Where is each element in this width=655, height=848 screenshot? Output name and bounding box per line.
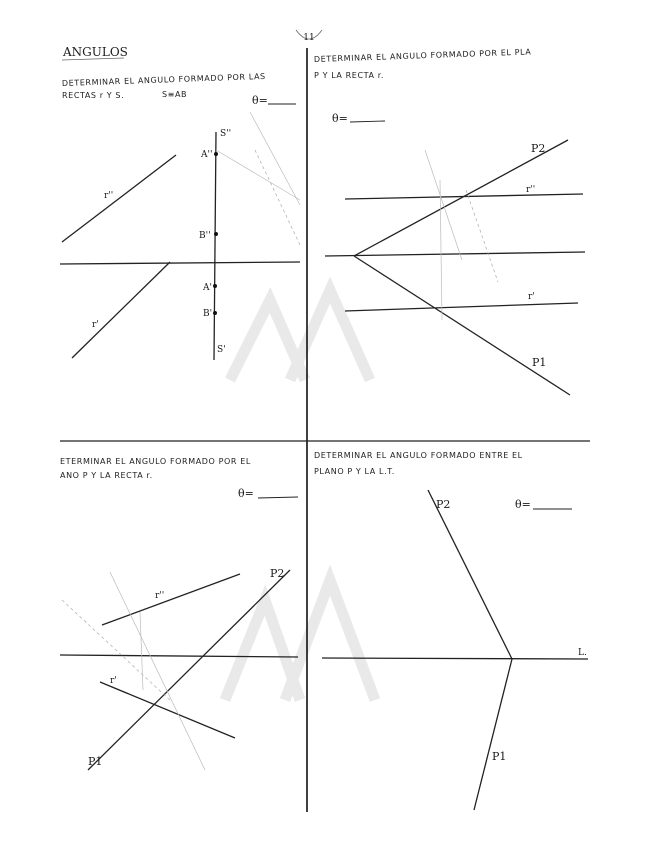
ex4-heading-line2: PLANO P Y LA L.T. [314,467,395,476]
page-number: 11 [303,33,315,43]
ex1-label-a1: A' [203,283,212,293]
ex3-label-r1: r' [110,676,117,686]
ex2-label-r1: r' [528,292,535,302]
ex1-point-a2 [214,152,218,156]
ex1-label-s2: S'' [220,129,232,139]
page-title: ANGULOS [63,45,128,59]
ex1-heading-line1: DETERMINAR EL ANGULO FORMADO POR LAS [61,71,266,88]
ex2-heading-line1: DETERMINAR EL ANGULO FORMADO POR EL PLA [313,47,532,64]
ex1-label-a2: A'' [201,150,213,160]
ex4-label-p1: P1 [492,750,507,763]
ex1-point-b1 [213,311,217,315]
ex3-label-p1: P1 [88,755,103,768]
ex1-theta-label: θ= [252,94,268,107]
ex1-label-b1: B' [203,309,213,319]
ex1-point-b2 [214,232,218,236]
ex1-label-r1: r' [92,320,99,330]
ex3-heading-line1: ETERMINAR EL ANGULO FORMADO POR EL [60,457,251,466]
ex1-label-s1: S' [217,345,226,355]
ex2-theta-label: θ= [332,112,348,125]
ex1-label-r2: r'' [104,191,114,201]
ex4-label-lt: L. [578,648,587,658]
ex1-point-a1 [213,284,217,288]
ex4-theta-label: θ= [515,498,531,511]
ex3-label-p2: P2 [270,567,285,580]
ex3-theta-label: θ= [238,487,254,500]
ex1-heading-extra: S≡AB [162,90,188,99]
ex2-label-p1: P1 [532,356,547,369]
ex2-label-r2: r'' [526,185,536,195]
ex3-label-r2: r'' [155,591,165,601]
ex4-heading-line1: DETERMINAR EL ANGULO FORMADO ENTRE EL [314,451,523,460]
ex2-heading-line2: P Y LA RECTA r. [314,71,385,80]
ex1-label-b2: B'' [199,231,211,241]
ex2-label-p2: P2 [531,142,546,155]
ex1-heading-line2: RECTAS r Y S. [62,91,125,100]
ex4-label-p2: P2 [436,498,451,511]
ex3-heading-line2: ANO P Y LA RECTA r. [60,471,153,480]
